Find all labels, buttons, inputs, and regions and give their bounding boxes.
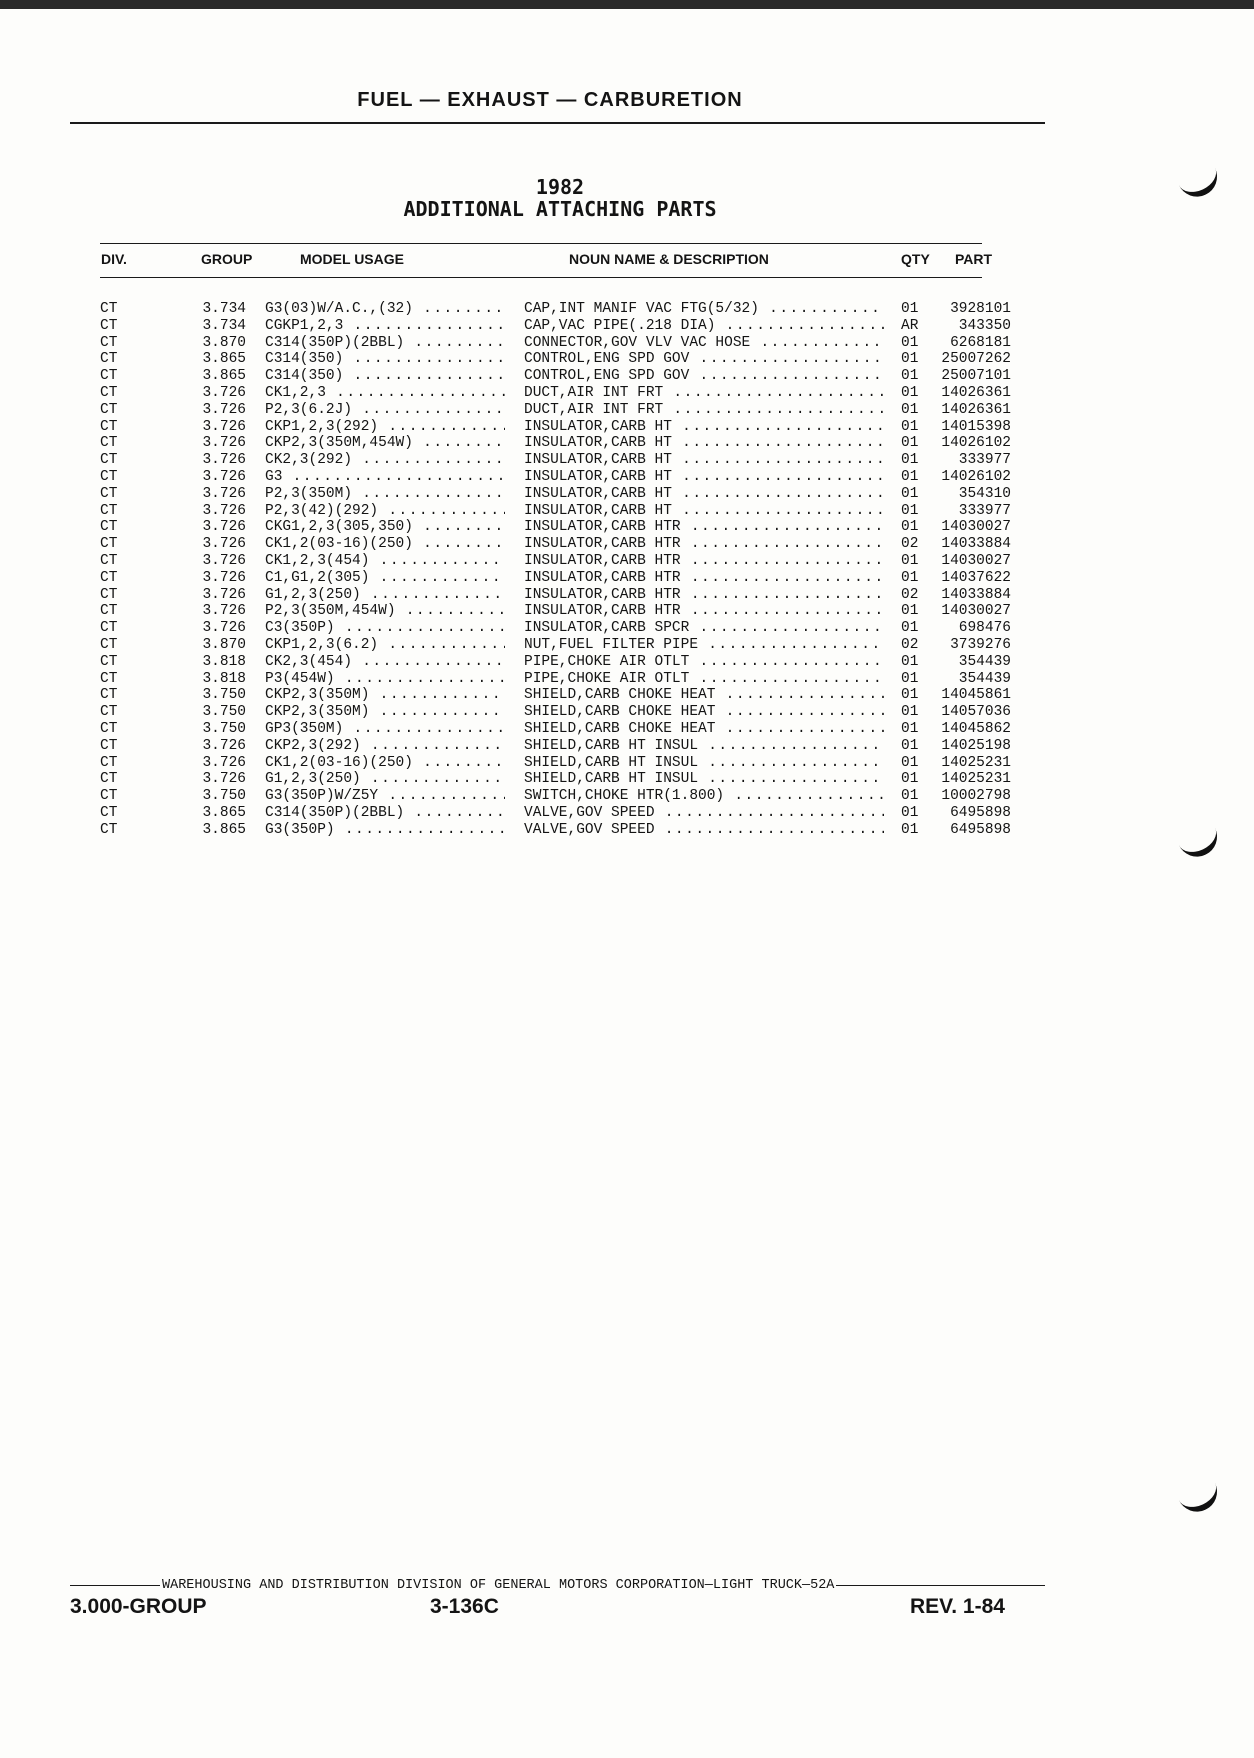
noun-name-cell: INSULATOR,CARB SPCR ..... <box>524 620 884 637</box>
part-number-cell: 698476 <box>958 620 1011 637</box>
model-usage-cell: CK1,2(03-16)(250) ..... <box>265 755 505 772</box>
qty-cell: 01 <box>901 334 919 351</box>
table-row <box>0 687 1254 704</box>
div-cell: CT <box>100 452 118 469</box>
table-row <box>0 301 1254 318</box>
noun-name-cell: DUCT,AIR INT FRT ..... <box>524 385 884 402</box>
group-cell: 3.870 <box>202 334 246 351</box>
group-cell: 3.734 <box>202 317 246 334</box>
part-number-cell: 14045861 <box>941 687 1011 704</box>
table-row <box>0 671 1254 688</box>
noun-name-cell: SHIELD,CARB HT INSUL ..... <box>524 755 884 772</box>
model-usage-cell: CKP1,2,3(6.2) ..... <box>265 637 505 654</box>
table-row <box>0 822 1254 839</box>
col-div: DIV. <box>101 251 127 267</box>
group-cell: 3.726 <box>202 485 246 502</box>
group-cell: 3.726 <box>202 552 246 569</box>
qty-cell: 01 <box>901 670 919 687</box>
part-number-cell: 14030027 <box>941 519 1011 536</box>
noun-name-cell: DUCT,AIR INT FRT ..... <box>524 402 884 419</box>
qty-cell: 01 <box>901 704 919 721</box>
model-usage-cell: CGKP1,2,3 ..... <box>265 318 505 335</box>
qty-cell: 01 <box>901 452 919 469</box>
div-cell: CT <box>100 737 118 754</box>
noun-name-cell: VALVE,GOV SPEED ..... <box>524 822 884 839</box>
model-usage-cell: CKP1,2,3(292) ..... <box>265 419 505 436</box>
qty-cell: 01 <box>901 418 919 435</box>
part-number-cell: 333977 <box>958 452 1011 469</box>
div-cell: CT <box>100 552 118 569</box>
group-cell: 3.726 <box>202 620 246 637</box>
group-cell: 3.726 <box>202 737 246 754</box>
model-usage-cell: CK2,3(292) ..... <box>265 452 505 469</box>
table-header-rule <box>100 277 982 278</box>
qty-cell: 01 <box>901 485 919 502</box>
table-row <box>0 788 1254 805</box>
div-cell: CT <box>100 502 118 519</box>
model-usage-cell: P2,3(6.2J) ..... <box>265 402 505 419</box>
model-usage-cell: C314(350) ..... <box>265 368 505 385</box>
qty-cell: 01 <box>901 720 919 737</box>
qty-cell: 01 <box>901 368 919 385</box>
model-usage-cell: GP3(350M) ..... <box>265 721 505 738</box>
table-row <box>0 771 1254 788</box>
div-cell: CT <box>100 317 118 334</box>
model-usage-cell: CKP2,3(350M) ..... <box>265 704 505 721</box>
div-cell: CT <box>100 788 118 805</box>
div-cell: CT <box>100 536 118 553</box>
part-number-cell: 14057036 <box>941 704 1011 721</box>
table-row <box>0 385 1254 402</box>
qty-cell: 01 <box>901 788 919 805</box>
qty-cell: 01 <box>901 569 919 586</box>
noun-name-cell: INSULATOR,CARB HTR ..... <box>524 519 884 536</box>
model-usage-cell: CK1,2,3 ..... <box>265 385 505 402</box>
group-cell: 3.865 <box>202 821 246 838</box>
table-row <box>0 805 1254 822</box>
part-number-cell: 333977 <box>958 502 1011 519</box>
binder-hole-mark <box>1176 1478 1223 1518</box>
part-number-cell: 6495898 <box>950 804 1011 821</box>
table-row <box>0 419 1254 436</box>
model-usage-cell: P2,3(42)(292) ..... <box>265 503 505 520</box>
div-cell: CT <box>100 368 118 385</box>
div-cell: CT <box>100 620 118 637</box>
table-row <box>0 738 1254 755</box>
model-usage-cell: CKP2,3(350M,454W) ..... <box>265 435 505 452</box>
div-cell: CT <box>100 435 118 452</box>
part-number-cell: 14033884 <box>941 586 1011 603</box>
noun-name-cell: CAP,INT MANIF VAC FTG(5/32) ..... <box>524 301 884 318</box>
qty-cell: 02 <box>901 586 919 603</box>
qty-cell: 01 <box>901 737 919 754</box>
noun-name-cell: SWITCH,CHOKE HTR(1.800) ..... <box>524 788 884 805</box>
footer-division-text: WAREHOUSING AND DISTRIBUTION DIVISION OF GENERAL MOTORS CORPORATION—LIGHT TRUCK—52A <box>162 1578 835 1593</box>
section-title <box>70 176 1050 220</box>
model-usage-cell: P2,3(350M) ..... <box>265 486 505 503</box>
group-cell: 3.750 <box>202 704 246 721</box>
running-title: FUEL — EXHAUST — CARBURETION <box>357 89 743 111</box>
part-number-cell: 25007101 <box>941 368 1011 385</box>
model-usage-cell: G3 ..... <box>265 469 505 486</box>
title-name: ADDITIONAL ATTACHING PARTS <box>403 197 717 221</box>
part-number-cell: 14025231 <box>941 754 1011 771</box>
model-usage-cell: C314(350) ..... <box>265 351 505 368</box>
group-cell: 3.750 <box>202 720 246 737</box>
col-part: PART <box>955 251 993 267</box>
qty-cell: 01 <box>901 771 919 788</box>
model-usage-cell: CK1,2,3(454) ..... <box>265 553 505 570</box>
div-cell: CT <box>100 771 118 788</box>
table-row <box>0 486 1254 503</box>
table-row <box>0 435 1254 452</box>
col-noun-name: NOUN NAME & DESCRIPTION <box>569 251 769 267</box>
qty-cell: 02 <box>901 636 919 653</box>
noun-name-cell: SHIELD,CARB CHOKE HEAT ..... <box>524 721 884 738</box>
div-cell: CT <box>100 687 118 704</box>
qty-cell: 01 <box>901 384 919 401</box>
qty-cell: 01 <box>901 401 919 418</box>
noun-name-cell: INSULATOR,CARB HT ..... <box>524 486 884 503</box>
table-row <box>0 654 1254 671</box>
part-number-cell: 6268181 <box>950 334 1011 351</box>
table-row <box>0 603 1254 620</box>
model-usage-cell: C1,G1,2(305) ..... <box>265 570 505 587</box>
table-row <box>0 637 1254 654</box>
table-row <box>0 452 1254 469</box>
noun-name-cell: VALVE,GOV SPEED ..... <box>524 805 884 822</box>
group-cell: 3.726 <box>202 754 246 771</box>
group-cell: 3.870 <box>202 636 246 653</box>
binder-hole-mark <box>1176 163 1223 203</box>
group-cell: 3.734 <box>202 301 246 317</box>
part-number-cell: 343350 <box>958 317 1011 334</box>
group-cell: 3.726 <box>202 418 246 435</box>
noun-name-cell: INSULATOR,CARB HTR ..... <box>524 587 884 604</box>
table-row <box>0 620 1254 637</box>
table-row <box>0 335 1254 352</box>
part-number-cell: 354439 <box>958 653 1011 670</box>
group-cell: 3.726 <box>202 468 246 485</box>
group-cell: 3.726 <box>202 771 246 788</box>
part-number-cell: 14015398 <box>941 418 1011 435</box>
table-row <box>0 469 1254 486</box>
div-cell: CT <box>100 821 118 838</box>
noun-name-cell: PIPE,CHOKE AIR OTLT ..... <box>524 654 884 671</box>
qty-cell: 01 <box>901 603 919 620</box>
noun-name-cell: INSULATOR,CARB HTR ..... <box>524 603 884 620</box>
col-model-usage: MODEL USAGE <box>300 251 404 267</box>
div-cell: CT <box>100 804 118 821</box>
model-usage-cell: CKP2,3(292) ..... <box>265 738 505 755</box>
group-cell: 3.726 <box>202 569 246 586</box>
footer-division-line <box>70 1578 1045 1593</box>
div-cell: CT <box>100 519 118 536</box>
group-cell: 3.726 <box>202 384 246 401</box>
model-usage-cell: C3(350P) ..... <box>265 620 505 637</box>
table-row <box>0 402 1254 419</box>
table-top-rule <box>100 243 982 244</box>
part-number-cell: 14037622 <box>941 569 1011 586</box>
table-row <box>0 553 1254 570</box>
part-number-cell: 14030027 <box>941 603 1011 620</box>
qty-cell: 02 <box>901 536 919 553</box>
model-usage-cell: G3(350P)W/Z5Y ..... <box>265 788 505 805</box>
div-cell: CT <box>100 636 118 653</box>
noun-name-cell: NUT,FUEL FILTER PIPE ..... <box>524 637 884 654</box>
noun-name-cell: PIPE,CHOKE AIR OTLT ..... <box>524 671 884 688</box>
div-cell: CT <box>100 586 118 603</box>
noun-name-cell: SHIELD,CARB HT INSUL ..... <box>524 738 884 755</box>
model-usage-cell: G1,2,3(250) ..... <box>265 587 505 604</box>
part-number-cell: 354310 <box>958 485 1011 502</box>
div-cell: CT <box>100 384 118 401</box>
qty-cell: 01 <box>901 804 919 821</box>
div-cell: CT <box>100 754 118 771</box>
table-row <box>0 351 1254 368</box>
qty-cell: AR <box>901 317 919 334</box>
group-cell: 3.726 <box>202 502 246 519</box>
noun-name-cell: SHIELD,CARB HT INSUL ..... <box>524 771 884 788</box>
noun-name-cell: INSULATOR,CARB HTR ..... <box>524 570 884 587</box>
table-row <box>0 519 1254 536</box>
part-number-cell: 3739276 <box>950 636 1011 653</box>
model-usage-cell: G3(350P) ..... <box>265 822 505 839</box>
group-cell: 3.818 <box>202 670 246 687</box>
qty-cell: 01 <box>901 821 919 838</box>
noun-name-cell: SHIELD,CARB CHOKE HEAT ..... <box>524 704 884 721</box>
model-usage-cell: CK1,2(03-16)(250) ..... <box>265 536 505 553</box>
col-group: GROUP <box>201 251 253 267</box>
part-number-cell: 14025231 <box>941 771 1011 788</box>
col-qty: QTY <box>901 251 930 267</box>
footer-group: 3.000-GROUP <box>70 1595 207 1618</box>
group-cell: 3.726 <box>202 603 246 620</box>
div-cell: CT <box>100 653 118 670</box>
qty-cell: 01 <box>901 687 919 704</box>
noun-name-cell: INSULATOR,CARB HT ..... <box>524 435 884 452</box>
model-usage-cell: P3(454W) ..... <box>265 671 505 688</box>
group-cell: 3.726 <box>202 435 246 452</box>
part-number-cell: 14030027 <box>941 552 1011 569</box>
qty-cell: 01 <box>901 351 919 368</box>
footer-page-number: 3-136C <box>430 1595 499 1618</box>
noun-name-cell: CONTROL,ENG SPD GOV ..... <box>524 368 884 385</box>
noun-name-cell: INSULATOR,CARB HT ..... <box>524 419 884 436</box>
div-cell: CT <box>100 720 118 737</box>
part-number-cell: 14045862 <box>941 720 1011 737</box>
div-cell: CT <box>100 603 118 620</box>
noun-name-cell: INSULATOR,CARB HTR ..... <box>524 553 884 570</box>
div-cell: CT <box>100 670 118 687</box>
group-cell: 3.865 <box>202 804 246 821</box>
parts-table <box>0 301 1254 839</box>
model-usage-cell: CKP2,3(350M) ..... <box>265 687 505 704</box>
table-row <box>0 721 1254 738</box>
group-cell: 3.865 <box>202 351 246 368</box>
footer-revision: REV. 1-84 <box>910 1595 1005 1618</box>
div-cell: CT <box>100 301 118 317</box>
table-row <box>0 503 1254 520</box>
table-row <box>0 318 1254 335</box>
part-number-cell: 14025198 <box>941 737 1011 754</box>
model-usage-cell: G1,2,3(250) ..... <box>265 771 505 788</box>
qty-cell: 01 <box>901 502 919 519</box>
noun-name-cell: INSULATOR,CARB HT ..... <box>524 469 884 486</box>
group-cell: 3.726 <box>202 536 246 553</box>
model-usage-cell: CK2,3(454) ..... <box>265 654 505 671</box>
noun-name-cell: INSULATOR,CARB HT ..... <box>524 452 884 469</box>
div-cell: CT <box>100 704 118 721</box>
qty-cell: 01 <box>901 653 919 670</box>
group-cell: 3.726 <box>202 452 246 469</box>
top-border <box>0 0 1254 9</box>
part-number-cell: 3928101 <box>950 301 1011 317</box>
div-cell: CT <box>100 334 118 351</box>
qty-cell: 01 <box>901 754 919 771</box>
noun-name-cell: CAP,VAC PIPE(.218 DIA) ..... <box>524 318 884 335</box>
qty-cell: 01 <box>901 552 919 569</box>
table-row <box>0 570 1254 587</box>
model-usage-cell: CKG1,2,3(305,350) ..... <box>265 519 505 536</box>
div-cell: CT <box>100 569 118 586</box>
noun-name-cell: CONNECTOR,GOV VLV VAC HOSE ..... <box>524 335 884 352</box>
group-cell: 3.726 <box>202 586 246 603</box>
group-cell: 3.726 <box>202 401 246 418</box>
div-cell: CT <box>100 468 118 485</box>
noun-name-cell: SHIELD,CARB CHOKE HEAT ..... <box>524 687 884 704</box>
part-number-cell: 6495898 <box>950 821 1011 838</box>
noun-name-cell: INSULATOR,CARB HTR ..... <box>524 536 884 553</box>
table-row <box>0 587 1254 604</box>
table-row <box>0 704 1254 721</box>
part-number-cell: 14026102 <box>941 435 1011 452</box>
part-number-cell: 10002798 <box>941 788 1011 805</box>
group-cell: 3.726 <box>202 519 246 536</box>
qty-cell: 01 <box>901 620 919 637</box>
qty-cell: 01 <box>901 435 919 452</box>
div-cell: CT <box>100 485 118 502</box>
table-row <box>0 755 1254 772</box>
group-cell: 3.750 <box>202 687 246 704</box>
title-year: 1982 <box>535 175 585 199</box>
qty-cell: 01 <box>901 301 919 317</box>
part-number-cell: 14033884 <box>941 536 1011 553</box>
qty-cell: 01 <box>901 519 919 536</box>
header-rule <box>70 122 1045 124</box>
part-number-cell: 14026361 <box>941 401 1011 418</box>
part-number-cell: 14026102 <box>941 468 1011 485</box>
noun-name-cell: INSULATOR,CARB HT ..... <box>524 503 884 520</box>
model-usage-cell: C314(350P)(2BBL) ..... <box>265 805 505 822</box>
part-number-cell: 14026361 <box>941 384 1011 401</box>
div-cell: CT <box>100 418 118 435</box>
group-cell: 3.865 <box>202 368 246 385</box>
part-number-cell: 354439 <box>958 670 1011 687</box>
part-number-cell: 25007262 <box>941 351 1011 368</box>
group-cell: 3.750 <box>202 788 246 805</box>
model-usage-cell: P2,3(350M,454W) ..... <box>265 603 505 620</box>
div-cell: CT <box>100 401 118 418</box>
group-cell: 3.818 <box>202 653 246 670</box>
model-usage-cell: G3(03)W/A.C.,(32) ..... <box>265 301 505 318</box>
noun-name-cell: CONTROL,ENG SPD GOV ..... <box>524 351 884 368</box>
table-row <box>0 536 1254 553</box>
table-row <box>0 368 1254 385</box>
model-usage-cell: C314(350P)(2BBL) ..... <box>265 335 505 352</box>
qty-cell: 01 <box>901 468 919 485</box>
div-cell: CT <box>100 351 118 368</box>
